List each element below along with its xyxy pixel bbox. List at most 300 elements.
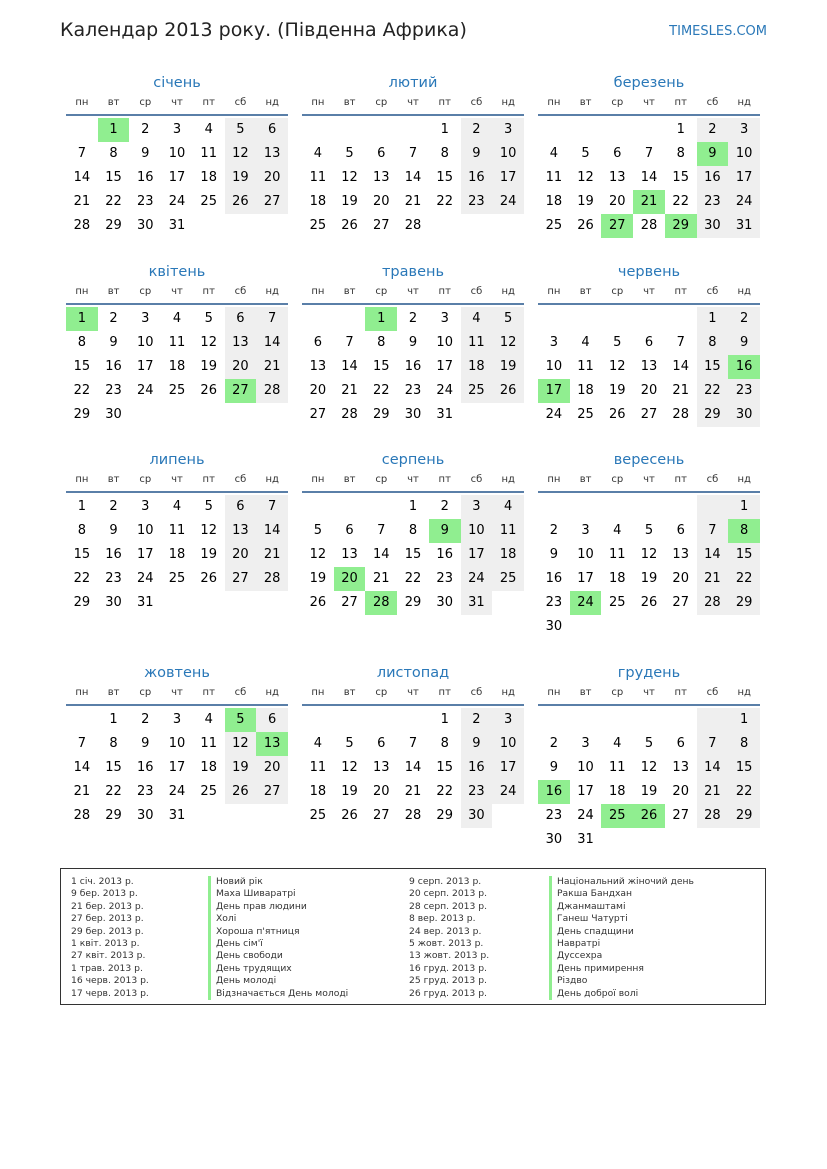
day-cell: 5 — [345, 146, 354, 161]
legend-holiday-name: Ракша Бандхан — [549, 888, 694, 900]
day-cell: 13 — [225, 519, 257, 543]
empty-cell — [397, 118, 429, 142]
month-block — [538, 662, 760, 852]
weekday-label: нд — [265, 97, 279, 108]
day-grid — [302, 493, 524, 615]
day-cell: 3 — [172, 712, 182, 727]
day-cell: 8 — [109, 736, 118, 751]
legend-holiday-name: Відзначається День молоді — [208, 988, 348, 1000]
legend-date: 9 бер. 2013 р. — [71, 888, 138, 900]
day-cell: 29 — [73, 407, 91, 422]
day-cell: 21 — [404, 194, 422, 209]
day-cell: 6 — [345, 523, 354, 538]
day-cell: 13 — [672, 760, 689, 775]
legend-date: 1 трав. 2013 р. — [71, 962, 143, 974]
day-cell: 31 — [728, 214, 760, 238]
day-cell: 23 — [461, 190, 493, 214]
day-cell: 14 — [341, 359, 358, 374]
day-cell: 26 — [577, 218, 594, 233]
day-cell: 10 — [168, 736, 186, 751]
day-cell: 20 — [609, 194, 626, 209]
day-cell: 12 — [309, 547, 327, 562]
day-cell: 28 — [256, 379, 288, 403]
day-cell: 11 — [577, 359, 594, 374]
day-cell: 10 — [168, 146, 186, 161]
day-cell: 2 — [109, 499, 118, 514]
legend-holiday-name: Маха Шиваратрі — [208, 888, 348, 900]
weekday-header — [538, 94, 760, 116]
day-cell: 12 — [609, 359, 626, 374]
legend-date: 1 січ. 2013 р. — [71, 876, 134, 887]
day-cell: 29 — [697, 403, 729, 427]
day-cell: 1 — [728, 495, 760, 519]
month-name: серпень — [381, 452, 445, 468]
day-cell: 9 — [549, 760, 558, 775]
empty-cell — [665, 708, 697, 732]
day-cell: 25 — [309, 218, 327, 233]
day-cell: 24 — [492, 780, 524, 804]
month-block — [66, 662, 288, 828]
day-cell: 4 — [204, 122, 213, 137]
holiday-day-cell: 26 — [633, 804, 665, 828]
day-cell: 7 — [345, 335, 354, 350]
weekday-label: пт — [202, 687, 215, 698]
day-cell: 24 — [492, 190, 524, 214]
day-grid — [538, 493, 760, 639]
legend-date: 28 серп. 2013 р. — [409, 900, 488, 912]
day-cell: 30 — [697, 214, 729, 238]
weekday-label: пн — [75, 687, 89, 698]
day-cell: 11 — [492, 519, 524, 543]
weekday-header — [302, 684, 524, 706]
empty-cell — [334, 495, 366, 519]
month-name: лютий — [388, 75, 438, 91]
day-cell: 13 — [373, 760, 390, 775]
weekday-header — [302, 94, 524, 116]
day-cell: 7 — [256, 307, 288, 331]
day-grid — [66, 493, 288, 615]
legend-date: 26 груд. 2013 р. — [409, 987, 487, 999]
day-cell: 15 — [105, 760, 122, 775]
day-cell: 9 — [141, 146, 150, 161]
holiday-day-cell: 16 — [728, 355, 760, 379]
day-cell: 26 — [200, 383, 217, 398]
day-cell: 28 — [404, 218, 422, 233]
legend-date: 9 серп. 2013 р. — [409, 876, 482, 887]
day-cell: 12 — [492, 331, 524, 355]
day-cell: 12 — [341, 170, 358, 185]
legend-holiday-name: День доброї волі — [549, 988, 694, 1000]
empty-cell — [601, 708, 633, 732]
legend-holiday-name: День прав людини — [208, 901, 348, 913]
day-cell: 21 — [341, 383, 358, 398]
weekday-label: вт — [107, 286, 120, 297]
day-cell: 19 — [492, 355, 524, 379]
day-cell: 4 — [461, 307, 493, 331]
day-cell: 6 — [313, 335, 322, 350]
legend-holiday-name: Різдво — [549, 975, 694, 987]
weekday-label: пт — [438, 97, 451, 108]
day-cell: 11 — [168, 523, 186, 538]
day-cell: 13 — [256, 142, 288, 166]
empty-cell — [633, 495, 665, 519]
month-name: жовтень — [144, 665, 210, 681]
weekday-label: пн — [75, 474, 89, 485]
day-cell: 29 — [728, 591, 760, 615]
legend-date: 24 вер. 2013 р. — [409, 925, 482, 937]
day-cell: 15 — [404, 547, 422, 562]
weekday-label: пт — [674, 687, 687, 698]
day-cell: 31 — [461, 591, 493, 615]
day-cell: 12 — [640, 547, 658, 562]
day-cell: 23 — [545, 808, 563, 823]
day-cell: 25 — [461, 379, 493, 403]
day-cell: 1 — [408, 499, 418, 514]
month-block — [302, 662, 524, 828]
day-cell: 23 — [461, 780, 493, 804]
day-cell: 26 — [492, 379, 524, 403]
legend-date: 16 груд. 2013 р. — [409, 962, 487, 974]
empty-cell — [302, 307, 334, 331]
day-cell: 7 — [644, 146, 654, 161]
weekday-label: пт — [674, 97, 687, 108]
legend-dates-left — [71, 876, 149, 1000]
day-cell: 21 — [256, 355, 288, 379]
day-cell: 11 — [309, 170, 327, 185]
legend-date: 21 бер. 2013 р. — [71, 900, 144, 912]
day-cell: 15 — [728, 756, 760, 780]
legend-date: 27 бер. 2013 р. — [71, 913, 144, 925]
day-cell: 17 — [461, 543, 493, 567]
empty-cell — [365, 118, 397, 142]
day-cell: 23 — [728, 379, 760, 403]
day-cell: 26 — [609, 407, 626, 422]
day-cell: 1 — [697, 307, 729, 331]
day-cell: 10 — [492, 142, 524, 166]
day-cell: 15 — [73, 359, 91, 374]
day-cell: 15 — [105, 170, 122, 185]
day-cell: 28 — [672, 407, 689, 422]
day-cell: 26 — [640, 595, 658, 610]
weekday-label: нд — [501, 687, 515, 698]
weekday-label: пт — [674, 286, 687, 297]
day-cell: 16 — [461, 166, 493, 190]
legend-dates-right — [409, 876, 489, 1000]
day-cell: 19 — [309, 571, 327, 586]
holiday-day-cell: 16 — [538, 780, 570, 804]
day-cell: 24 — [137, 571, 154, 586]
holiday-day-cell: 25 — [601, 804, 633, 828]
legend-holiday-name: День сім'ї — [208, 938, 348, 950]
day-cell: 31 — [436, 407, 453, 422]
weekday-header — [538, 283, 760, 305]
day-cell: 14 — [404, 760, 422, 775]
legend-holiday-name: Ганеш Чатурті — [549, 913, 694, 925]
day-cell: 22 — [105, 194, 122, 209]
day-cell: 18 — [609, 571, 626, 586]
day-cell: 3 — [581, 523, 590, 538]
day-cell: 25 — [200, 194, 217, 209]
day-cell: 24 — [137, 383, 154, 398]
weekday-label: вт — [107, 97, 120, 108]
weekday-label: пн — [75, 97, 89, 108]
day-cell: 31 — [137, 595, 154, 610]
weekday-label: пт — [202, 286, 215, 297]
weekday-header — [66, 94, 288, 116]
weekday-label: пн — [547, 687, 561, 698]
legend-names-right — [549, 876, 694, 1000]
day-cell: 14 — [640, 170, 658, 185]
empty-cell — [601, 307, 633, 331]
empty-cell — [302, 708, 334, 732]
legend-date: 1 квіт. 2013 р. — [71, 937, 140, 949]
day-cell: 25 — [577, 407, 594, 422]
weekday-label: сб — [470, 286, 483, 297]
day-cell: 10 — [461, 519, 493, 543]
weekday-label: чт — [407, 687, 419, 698]
month-block — [66, 261, 288, 427]
day-grid — [538, 116, 760, 238]
day-cell: 31 — [168, 218, 186, 233]
day-cell: 5 — [613, 335, 622, 350]
day-cell: 8 — [697, 331, 729, 355]
legend-holiday-name: Хороша п'ятниця — [208, 926, 348, 938]
weekday-header — [538, 471, 760, 493]
day-cell: 30 — [728, 403, 760, 427]
day-cell: 9 — [461, 732, 493, 756]
day-cell: 29 — [73, 595, 91, 610]
day-cell: 14 — [73, 170, 91, 185]
day-cell: 16 — [137, 170, 154, 185]
day-grid — [66, 305, 288, 427]
day-cell: 17 — [492, 756, 524, 780]
day-cell: 2 — [697, 118, 729, 142]
day-cell: 10 — [137, 335, 154, 350]
day-cell: 2 — [461, 118, 493, 142]
day-cell: 23 — [545, 595, 563, 610]
day-cell: 12 — [225, 732, 257, 756]
day-cell: 23 — [404, 383, 422, 398]
day-cell: 3 — [549, 335, 558, 350]
day-cell: 17 — [577, 784, 594, 799]
day-cell: 2 — [728, 307, 760, 331]
weekday-label: чт — [643, 286, 655, 297]
day-cell: 15 — [697, 355, 729, 379]
day-cell: 8 — [676, 146, 685, 161]
day-cell: 3 — [461, 495, 493, 519]
day-cell: 10 — [728, 142, 760, 166]
day-cell: 17 — [168, 170, 186, 185]
weekday-label: чт — [643, 687, 655, 698]
day-cell: 11 — [609, 547, 626, 562]
day-cell: 20 — [640, 383, 658, 398]
day-cell: 3 — [141, 311, 150, 326]
empty-cell — [302, 118, 334, 142]
day-cell: 14 — [404, 170, 422, 185]
weekday-label: нд — [501, 286, 515, 297]
day-cell: 23 — [105, 383, 122, 398]
weekday-label: пн — [311, 286, 325, 297]
day-cell: 10 — [492, 732, 524, 756]
day-cell: 29 — [105, 218, 122, 233]
day-cell: 22 — [672, 194, 689, 209]
day-cell: 13 — [640, 359, 658, 374]
day-cell: 20 — [256, 756, 288, 780]
weekday-label: ср — [139, 474, 152, 485]
legend-holiday-name: Дуссехра — [549, 950, 694, 962]
weekday-label: нд — [501, 97, 515, 108]
weekday-label: пн — [311, 687, 325, 698]
day-cell: 18 — [168, 359, 186, 374]
month-name: липень — [149, 452, 205, 468]
day-cell: 6 — [256, 708, 288, 732]
day-cell: 22 — [436, 194, 453, 209]
weekday-label: ср — [611, 474, 624, 485]
weekday-header — [538, 684, 760, 706]
holiday-day-cell: 1 — [365, 307, 397, 331]
day-cell: 12 — [640, 760, 658, 775]
site-link[interactable]: TIMESLES.COM — [669, 24, 767, 39]
day-grid — [66, 116, 288, 238]
holiday-day-cell: 24 — [570, 591, 602, 615]
day-cell: 25 — [609, 595, 626, 610]
day-cell: 23 — [697, 190, 729, 214]
day-cell: 19 — [341, 194, 358, 209]
weekday-label: пн — [311, 97, 325, 108]
day-cell: 3 — [492, 708, 524, 732]
day-cell: 16 — [105, 547, 122, 562]
day-cell: 28 — [341, 407, 358, 422]
weekday-label: чт — [643, 97, 655, 108]
empty-cell — [66, 708, 98, 732]
holiday-day-cell: 29 — [665, 214, 697, 238]
day-cell: 16 — [545, 571, 563, 586]
weekday-label: пт — [438, 687, 451, 698]
day-cell: 22 — [404, 571, 422, 586]
day-cell: 16 — [461, 756, 493, 780]
weekday-label: ср — [375, 97, 388, 108]
day-cell: 27 — [640, 407, 658, 422]
day-cell: 12 — [225, 142, 257, 166]
day-cell: 4 — [172, 311, 182, 326]
day-cell: 16 — [404, 359, 422, 374]
weekday-label: чт — [171, 286, 183, 297]
weekday-label: чт — [171, 474, 183, 485]
weekday-header — [302, 283, 524, 305]
weekday-label: ср — [139, 687, 152, 698]
month-name: січень — [153, 75, 201, 91]
day-cell: 20 — [225, 355, 257, 379]
day-cell: 4 — [313, 736, 322, 751]
holiday-day-cell: 1 — [66, 307, 98, 331]
day-cell: 19 — [200, 359, 217, 374]
day-cell: 11 — [200, 736, 217, 751]
day-cell: 2 — [549, 736, 558, 751]
weekday-label: нд — [265, 687, 279, 698]
month-name: вересень — [613, 452, 685, 468]
holiday-day-cell: 20 — [334, 567, 366, 591]
weekday-label: пт — [674, 474, 687, 485]
day-cell: 28 — [697, 804, 729, 828]
day-cell: 21 — [404, 784, 422, 799]
day-cell: 26 — [309, 595, 327, 610]
day-cell: 28 — [73, 808, 91, 823]
day-cell: 22 — [436, 784, 453, 799]
weekday-label: нд — [737, 286, 751, 297]
weekday-header — [66, 283, 288, 305]
day-cell: 25 — [492, 567, 524, 591]
day-cell: 18 — [609, 784, 626, 799]
weekday-label: нд — [501, 474, 515, 485]
day-cell: 18 — [461, 355, 493, 379]
day-cell: 18 — [492, 543, 524, 567]
day-cell: 16 — [137, 760, 154, 775]
day-cell: 10 — [137, 523, 154, 538]
day-cell: 11 — [545, 170, 563, 185]
legend-date: 27 квіт. 2013 р. — [71, 950, 146, 962]
day-cell: 27 — [341, 595, 358, 610]
weekday-label: ср — [139, 97, 152, 108]
weekday-label: ср — [139, 286, 152, 297]
holiday-day-cell: 28 — [365, 591, 397, 615]
empty-cell — [365, 708, 397, 732]
day-cell: 18 — [200, 170, 217, 185]
day-cell: 21 — [73, 784, 91, 799]
day-cell: 2 — [461, 708, 493, 732]
weekday-label: вт — [579, 97, 592, 108]
day-cell: 20 — [672, 571, 689, 586]
weekday-label: сб — [706, 97, 719, 108]
weekday-label: пт — [202, 97, 215, 108]
day-cell: 6 — [225, 307, 257, 331]
weekday-label: сб — [234, 97, 247, 108]
weekday-label: сб — [470, 474, 483, 485]
day-cell: 9 — [408, 335, 418, 350]
day-cell: 24 — [436, 383, 453, 398]
day-cell: 5 — [313, 523, 322, 538]
weekday-label: ср — [375, 687, 388, 698]
weekday-label: сб — [234, 687, 247, 698]
day-cell: 16 — [436, 547, 453, 562]
legend-holiday-name: Джанмаштамі — [549, 901, 694, 913]
day-cell: 10 — [436, 335, 453, 350]
day-cell: 8 — [77, 335, 86, 350]
day-cell: 10 — [577, 760, 594, 775]
day-cell: 2 — [109, 311, 118, 326]
day-cell: 22 — [373, 383, 390, 398]
month-block — [538, 261, 760, 427]
holiday-day-cell: 21 — [633, 190, 665, 214]
day-cell: 31 — [577, 832, 594, 847]
day-cell: 22 — [728, 567, 760, 591]
day-cell: 27 — [672, 808, 689, 823]
weekday-label: нд — [737, 687, 751, 698]
day-cell: 7 — [77, 146, 86, 161]
day-cell: 7 — [77, 736, 86, 751]
day-cell: 28 — [73, 218, 91, 233]
weekday-label: чт — [171, 687, 183, 698]
empty-cell — [365, 495, 397, 519]
empty-cell — [697, 495, 729, 519]
weekday-label: вт — [579, 687, 592, 698]
day-cell: 27 — [373, 218, 390, 233]
legend-holiday-name: Навратрі — [549, 938, 694, 950]
day-cell: 24 — [545, 407, 563, 422]
day-cell: 24 — [728, 190, 760, 214]
empty-cell — [302, 495, 334, 519]
day-cell: 29 — [404, 595, 422, 610]
day-cell: 6 — [676, 736, 685, 751]
